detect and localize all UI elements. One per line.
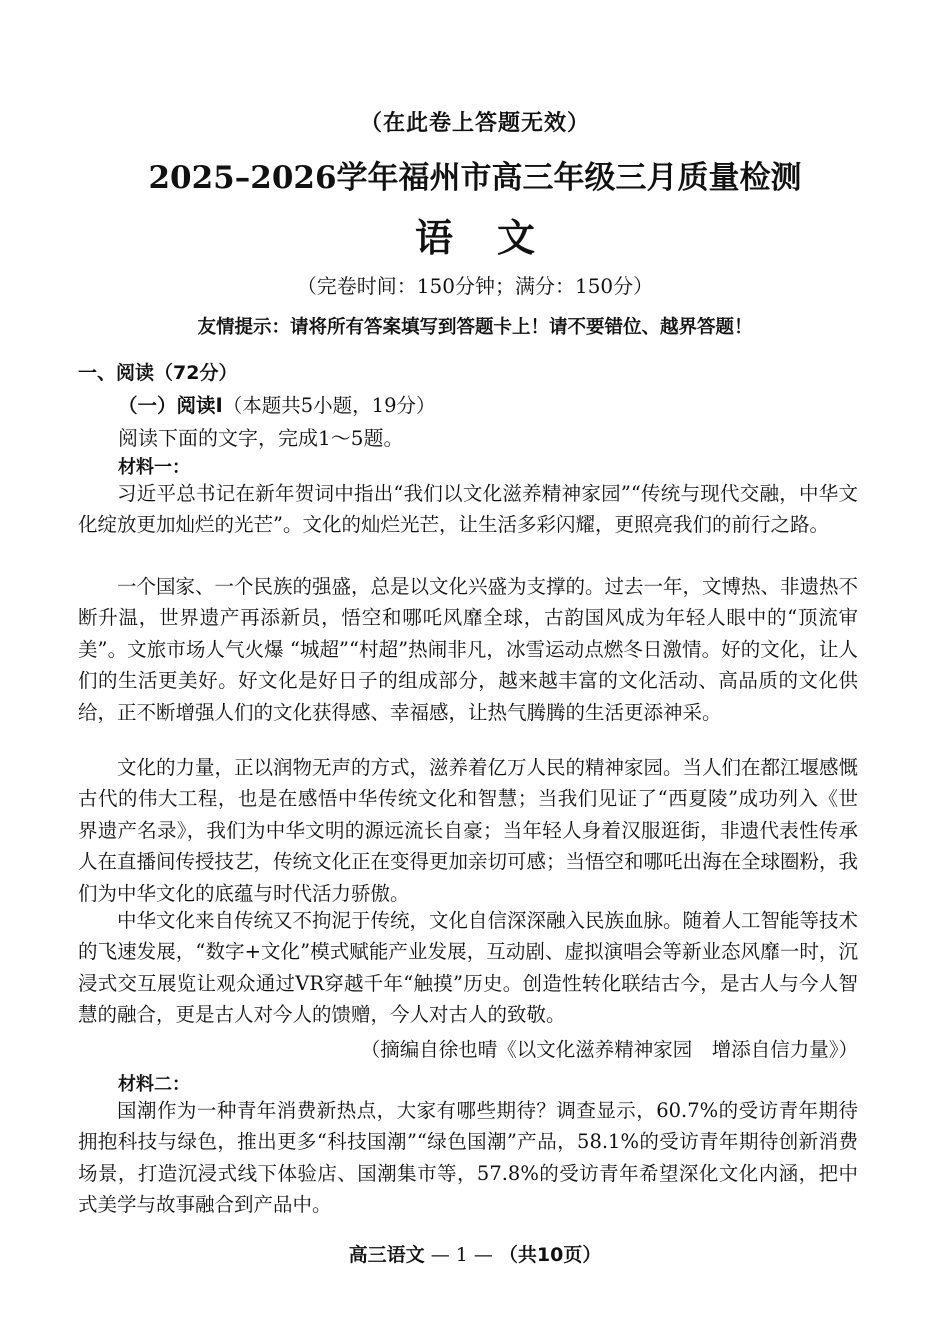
exam-title: 2025–2026学年福州市高三年级三月质量检测 (148, 160, 802, 196)
footer-page-number: — 1 — (430, 1244, 493, 1266)
material-2-label: 材料二： (118, 1074, 190, 1095)
footer-total-pages: （共10页） (498, 1244, 602, 1266)
material-1-paragraph-1: 习近平总书记在新年贺词中指出“我们以文化滋养精神家园”“传统与现代交融，中华文化绽放更加灿烂的光芒”。文化的灿烂光芒，让生活多彩闪耀，更照亮我们的前行之路。 (78, 482, 858, 537)
page-footer (0, 1240, 950, 1267)
material-1-paragraph-3: 文化的力量，正以润物无声的方式，滋养着亿万人民的精神家园。当人们在都江堰感慨古代的伟大工程，也是在感悟中华传统文化和智慧；当我们见证了“西夏陵”成功列入《世界遗产名录》，我们为中华文明的源远流长自豪；当年轻人身着汉服逛街，非遗代表性传承人在直播间传授技艺，传统文化正在变得更加亲切可感；当悟空和哪吒出海在全球圈粉，我们为中华文化的底蕴与时代活力骄傲。 (78, 756, 859, 905)
material-1-source: （摘编自徐也晴《以文化滋养精神家园 增添自信力量》） (360, 1038, 858, 1061)
material-1-label: 材料一： (118, 457, 190, 478)
material-2-paragraph-1: 国潮作为一种青年消费新热点，大家有哪些期待？调查显示，60.7%的受访青年期待拥抱科技与绿色，推出更多“科技国潮”“绿色国潮”产品，58.1%的受访青年期待创新消费场景，打造沉浸式线下体验店、国潮集市等，57.8%的受访青年希望深化文化内涵，把中式美学与故事融合到产品中。 (78, 1099, 858, 1217)
friendly-tip: 友情提示：请将所有答案填写到答题卡上！请不要错位、越界答题！ (197, 317, 753, 338)
material-1-paragraph-2: 一个国家、一个民族的强盛，总是以文化兴盛为支撑的。过去一年，文博热、非遗热不断升温，世界遗产再添新员，悟空和哪吒风靡全球，古韵国风成为年轻人眼中的“顶流审美”。文旅市场人气火爆 “城超”“村超”热闹非凡，冰雪运动点燃冬日激情。好的文化，让人们的生活更美好。好文化是好日子的组成部分，越来越丰富的文化活动、高品质的文化供给，正不断增强人们的文化获得感、幸福感，让热气腾腾的生活更添神采。 (78, 575, 859, 724)
footer-subject: 高三语文 (348, 1244, 425, 1266)
sub-section-label: （一）阅读Ⅰ (118, 394, 223, 417)
section-heading: 一、阅读（72分） (78, 362, 238, 384)
reading-instruction: 阅读下面的文字，完成1～5题。 (118, 426, 404, 450)
subject-title: 语文 (414, 215, 579, 260)
sub-section-detail: （本题共5小题，19分） (222, 394, 436, 417)
sub-section-heading (118, 390, 436, 418)
exam-notice: （在此卷上答题无效） (359, 111, 590, 136)
material-1-paragraph-4: 中华文化来自传统又不拘泥于传统，文化自信深深融入民族血脉。随着人工智能等技术的飞速发展，“数字+文化”模式赋能产业发展，互动剧、虚拟演唱会等新业态风靡一时，沉浸式交互展览让观众通过VR穿越千年“触摸”历史。创造性转化联结古今，是古人与今人智慧的融合，更是古人对今人的馈赠，今人对古人的致敬。 (78, 909, 859, 1027)
time-info: （完卷时间：150分钟；满分：150分） (296, 274, 654, 298)
